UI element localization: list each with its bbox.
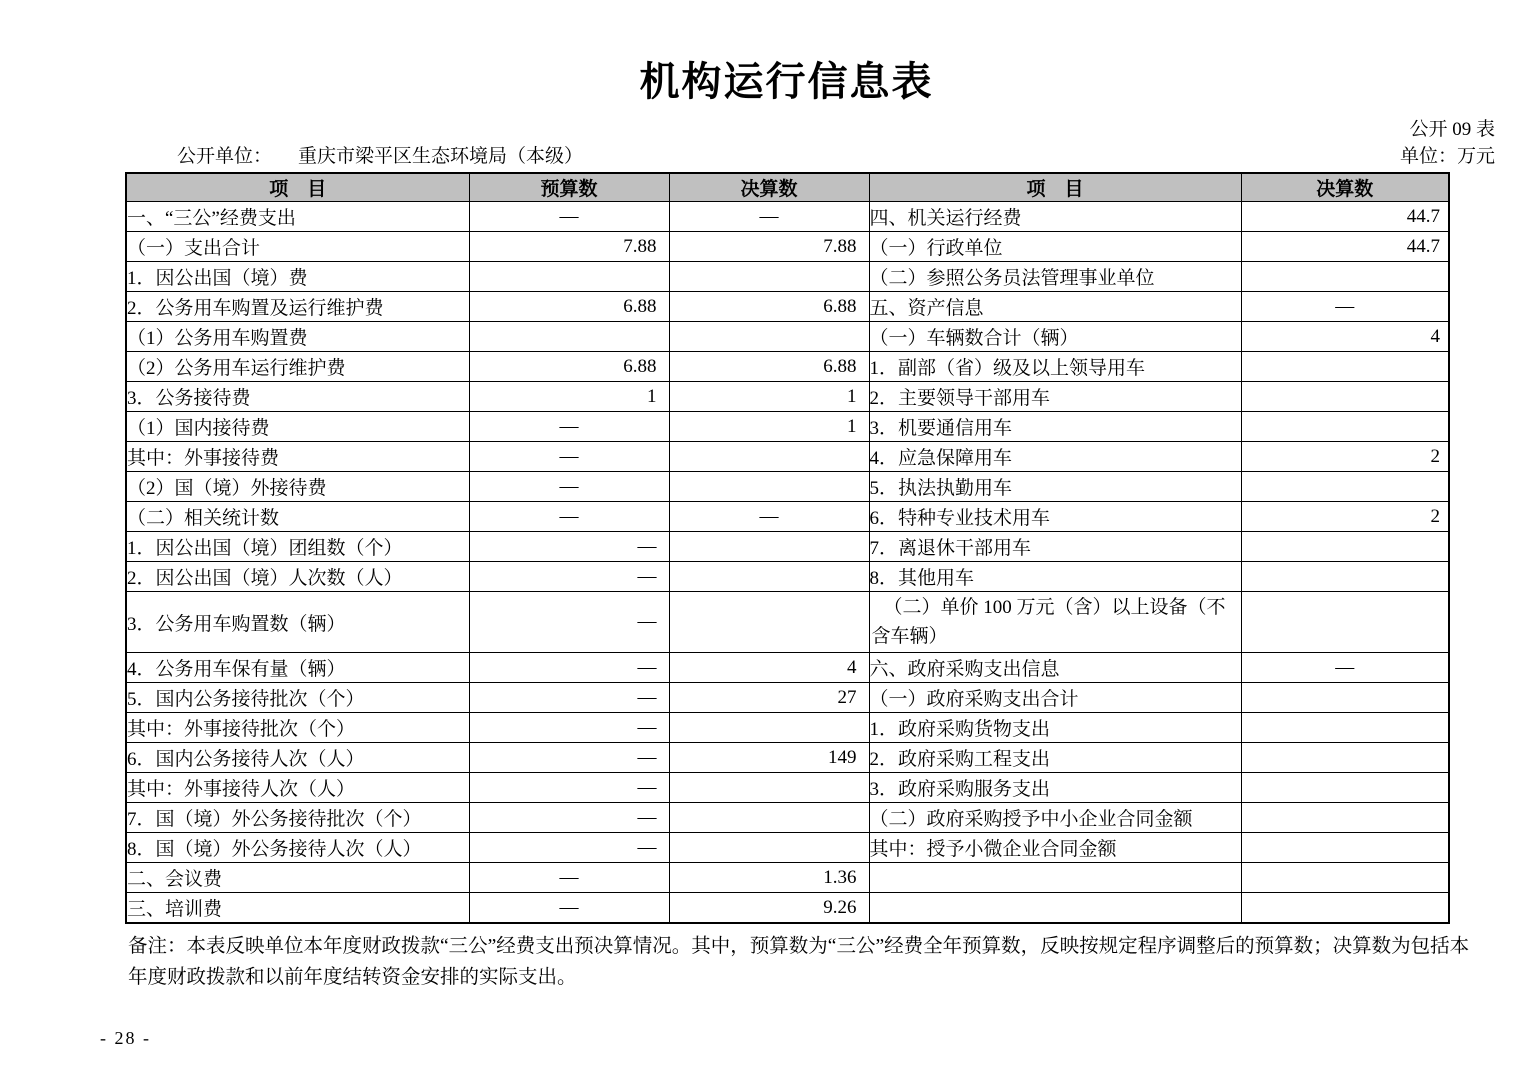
table-row xyxy=(126,262,1449,292)
item-label-right: 5．执法执勤用车 xyxy=(869,472,1241,502)
final-value-left: 9.26 xyxy=(669,893,869,924)
final-value-right xyxy=(1241,562,1449,592)
item-label-right: （一）车辆数合计（辆） xyxy=(869,322,1241,352)
table-row xyxy=(126,833,1449,863)
item-label-left: 5．国内公务接待批次（个） xyxy=(126,683,469,713)
table-row xyxy=(126,352,1449,382)
item-label-right: 8．其他用车 xyxy=(869,562,1241,592)
final-value-left: — xyxy=(669,502,869,532)
item-label-left: （1）公务用车购置费 xyxy=(126,322,469,352)
final-value-right: 44.7 xyxy=(1241,232,1449,262)
budget-value-left xyxy=(469,322,669,352)
item-label-right: 1．副部（省）级及以上领导用车 xyxy=(869,352,1241,382)
budget-value-left: — xyxy=(469,713,669,743)
final-value-left xyxy=(669,262,869,292)
table-row xyxy=(126,322,1449,352)
note-text: 备注：本表反映单位本年度财政拨款“三公”经费支出预决算情况。其中，预算数为“三公”经费全年预算数，反映按规定程序调整后的预算数；决算数为包括本年度财政拨款和以前年度结转资金安排的实际支出。 xyxy=(128,936,1470,988)
table-row xyxy=(126,592,1449,653)
final-value-right xyxy=(1241,743,1449,773)
table-row xyxy=(126,532,1449,562)
item-label-left: 1．因公出国（境）团组数（个） xyxy=(126,532,469,562)
final-value-right xyxy=(1241,833,1449,863)
final-value-right: — xyxy=(1241,292,1449,322)
final-value-right xyxy=(1241,713,1449,743)
final-value-right xyxy=(1241,412,1449,442)
budget-value-left: — xyxy=(469,202,669,232)
item-label-right: 六、政府采购支出信息 xyxy=(869,653,1241,683)
item-label-left: （2）国（境）外接待费 xyxy=(126,472,469,502)
final-value-left: 149 xyxy=(669,743,869,773)
item-label-left: 二、会议费 xyxy=(126,863,469,893)
table-row xyxy=(126,292,1449,322)
item-label-left: 7．国（境）外公务接待批次（个） xyxy=(126,803,469,833)
item-label-left: （二）相关统计数 xyxy=(126,502,469,532)
budget-value-left: — xyxy=(469,442,669,472)
item-label-left: 其中：外事接待人次（人） xyxy=(126,773,469,803)
table-row xyxy=(126,863,1449,893)
page-title: 机构运行信息表 xyxy=(639,59,934,104)
final-value-right xyxy=(1241,803,1449,833)
item-label-right: 2．政府采购工程支出 xyxy=(869,743,1241,773)
budget-value-left: — xyxy=(469,833,669,863)
budget-value-left: — xyxy=(469,562,669,592)
final-value-left: 6.88 xyxy=(669,292,869,322)
table-row xyxy=(126,472,1449,502)
final-value-right xyxy=(1241,532,1449,562)
table-row xyxy=(126,412,1449,442)
budget-value-left: — xyxy=(469,683,669,713)
final-value-right: 2 xyxy=(1241,442,1449,472)
item-label-left: 一、“三公”经费支出 xyxy=(126,202,469,232)
final-value-right xyxy=(1241,773,1449,803)
final-value-left xyxy=(669,773,869,803)
budget-value-left: — xyxy=(469,472,669,502)
table-row xyxy=(126,743,1449,773)
final-value-left: 1.36 xyxy=(669,863,869,893)
table-header-row xyxy=(126,173,1449,202)
table-row xyxy=(126,382,1449,412)
item-label-left: 1．因公出国（境）费 xyxy=(126,262,469,292)
final-value-right xyxy=(1241,382,1449,412)
final-value-left xyxy=(669,562,869,592)
budget-value-left: — xyxy=(469,653,669,683)
final-value-left: 1 xyxy=(669,382,869,412)
header-final-left: 决算数 xyxy=(669,173,869,202)
final-value-left: 27 xyxy=(669,683,869,713)
table-row xyxy=(126,803,1449,833)
budget-value-left: — xyxy=(469,502,669,532)
table-row xyxy=(126,893,1449,924)
budget-value-left: — xyxy=(469,803,669,833)
item-label-right xyxy=(869,863,1241,893)
budget-value-left xyxy=(469,262,669,292)
table-row xyxy=(126,713,1449,743)
final-value-left xyxy=(669,442,869,472)
final-value-left: 7.88 xyxy=(669,232,869,262)
item-label-left: （1）国内接待费 xyxy=(126,412,469,442)
budget-value-left: 6.88 xyxy=(469,352,669,382)
item-label-right: 四、机关运行经费 xyxy=(869,202,1241,232)
final-value-left: 6.88 xyxy=(669,352,869,382)
final-value-left: 1 xyxy=(669,412,869,442)
item-label-right: （一）政府采购支出合计 xyxy=(869,683,1241,713)
final-value-right: — xyxy=(1241,653,1449,683)
item-label-right: 3．机要通信用车 xyxy=(869,412,1241,442)
item-label-right: 3．政府采购服务支出 xyxy=(869,773,1241,803)
final-value-right xyxy=(1241,863,1449,893)
budget-value-left: — xyxy=(469,532,669,562)
final-value-right: 4 xyxy=(1241,322,1449,352)
budget-value-left: — xyxy=(469,592,669,653)
page-number: - 28 - xyxy=(100,1028,151,1048)
item-label-left: 2．因公出国（境）人次数（人） xyxy=(126,562,469,592)
final-value-right xyxy=(1241,592,1449,653)
item-label-left: 其中：外事接待费 xyxy=(126,442,469,472)
header-item-right: 项 目 xyxy=(869,173,1241,202)
item-label-right: 其中：授予小微企业合同金额 xyxy=(869,833,1241,863)
table-row xyxy=(126,683,1449,713)
final-value-right xyxy=(1241,893,1449,924)
budget-value-left: — xyxy=(469,893,669,924)
item-label-left: （2）公务用车运行维护费 xyxy=(126,352,469,382)
item-label-left: 6．国内公务接待人次（人） xyxy=(126,743,469,773)
header-item-left: 项 目 xyxy=(126,173,469,202)
table-row xyxy=(126,232,1449,262)
budget-value-left: 6.88 xyxy=(469,292,669,322)
final-value-left: 4 xyxy=(669,653,869,683)
final-value-right: 2 xyxy=(1241,502,1449,532)
item-label-left: 4．公务用车保有量（辆） xyxy=(126,653,469,683)
header-final-right: 决算数 xyxy=(1241,173,1449,202)
final-value-right xyxy=(1241,352,1449,382)
publish-unit-name: 重庆市梁平区生态环境局（本级） xyxy=(298,146,584,167)
item-label-right xyxy=(869,893,1241,924)
final-value-left xyxy=(669,592,869,653)
budget-value-left: — xyxy=(469,412,669,442)
item-label-right: 4．应急保障用车 xyxy=(869,442,1241,472)
item-label-right: （二）政府采购授予中小企业合同金额 xyxy=(869,803,1241,833)
org-operation-table xyxy=(125,172,1450,924)
table-row xyxy=(126,502,1449,532)
item-label-left: 3．公务接待费 xyxy=(126,382,469,412)
final-value-left xyxy=(669,322,869,352)
item-label-left: 3．公务用车购置数（辆） xyxy=(126,592,469,653)
item-label-right: 2．主要领导干部用车 xyxy=(869,382,1241,412)
budget-value-left: — xyxy=(469,773,669,803)
budget-value-left: 7.88 xyxy=(469,232,669,262)
final-value-left: — xyxy=(669,202,869,232)
table-row xyxy=(126,653,1449,683)
item-label-right: （二）参照公务员法管理事业单位 xyxy=(869,262,1241,292)
final-value-right xyxy=(1241,683,1449,713)
header-budget-left: 预算数 xyxy=(469,173,669,202)
item-label-left: 其中：外事接待批次（个） xyxy=(126,713,469,743)
final-value-left xyxy=(669,472,869,502)
budget-value-left: 1 xyxy=(469,382,669,412)
item-label-right: （二）单价 100 万元（含）以上设备（不含车辆） xyxy=(869,592,1241,653)
final-value-right xyxy=(1241,472,1449,502)
final-value-right xyxy=(1241,262,1449,292)
item-label-right: 6．特种专业技术用车 xyxy=(869,502,1241,532)
item-label-left: 2．公务用车购置及运行维护费 xyxy=(126,292,469,322)
final-value-left xyxy=(669,833,869,863)
table-row xyxy=(126,773,1449,803)
item-label-right: 7．离退休干部用车 xyxy=(869,532,1241,562)
final-value-left xyxy=(669,532,869,562)
table-row xyxy=(126,562,1449,592)
budget-value-left: — xyxy=(469,863,669,893)
table-row xyxy=(126,442,1449,472)
item-label-right: （一）行政单位 xyxy=(869,232,1241,262)
budget-value-left: — xyxy=(469,743,669,773)
publish-unit-label: 公开单位： xyxy=(177,146,273,167)
final-value-right: 44.7 xyxy=(1241,202,1449,232)
item-label-right: 1．政府采购货物支出 xyxy=(869,713,1241,743)
item-label-left: 8．国（境）外公务接待人次（人） xyxy=(126,833,469,863)
item-label-left: 三、培训费 xyxy=(126,893,469,924)
item-label-left: （一）支出合计 xyxy=(126,232,469,262)
item-label-right: 五、资产信息 xyxy=(869,292,1241,322)
final-value-left xyxy=(669,713,869,743)
final-value-left xyxy=(669,803,869,833)
form-code: 公开 09 表 xyxy=(1409,119,1495,140)
table-row xyxy=(126,202,1449,232)
unit-of-measure: 单位：万元 xyxy=(1399,146,1495,167)
